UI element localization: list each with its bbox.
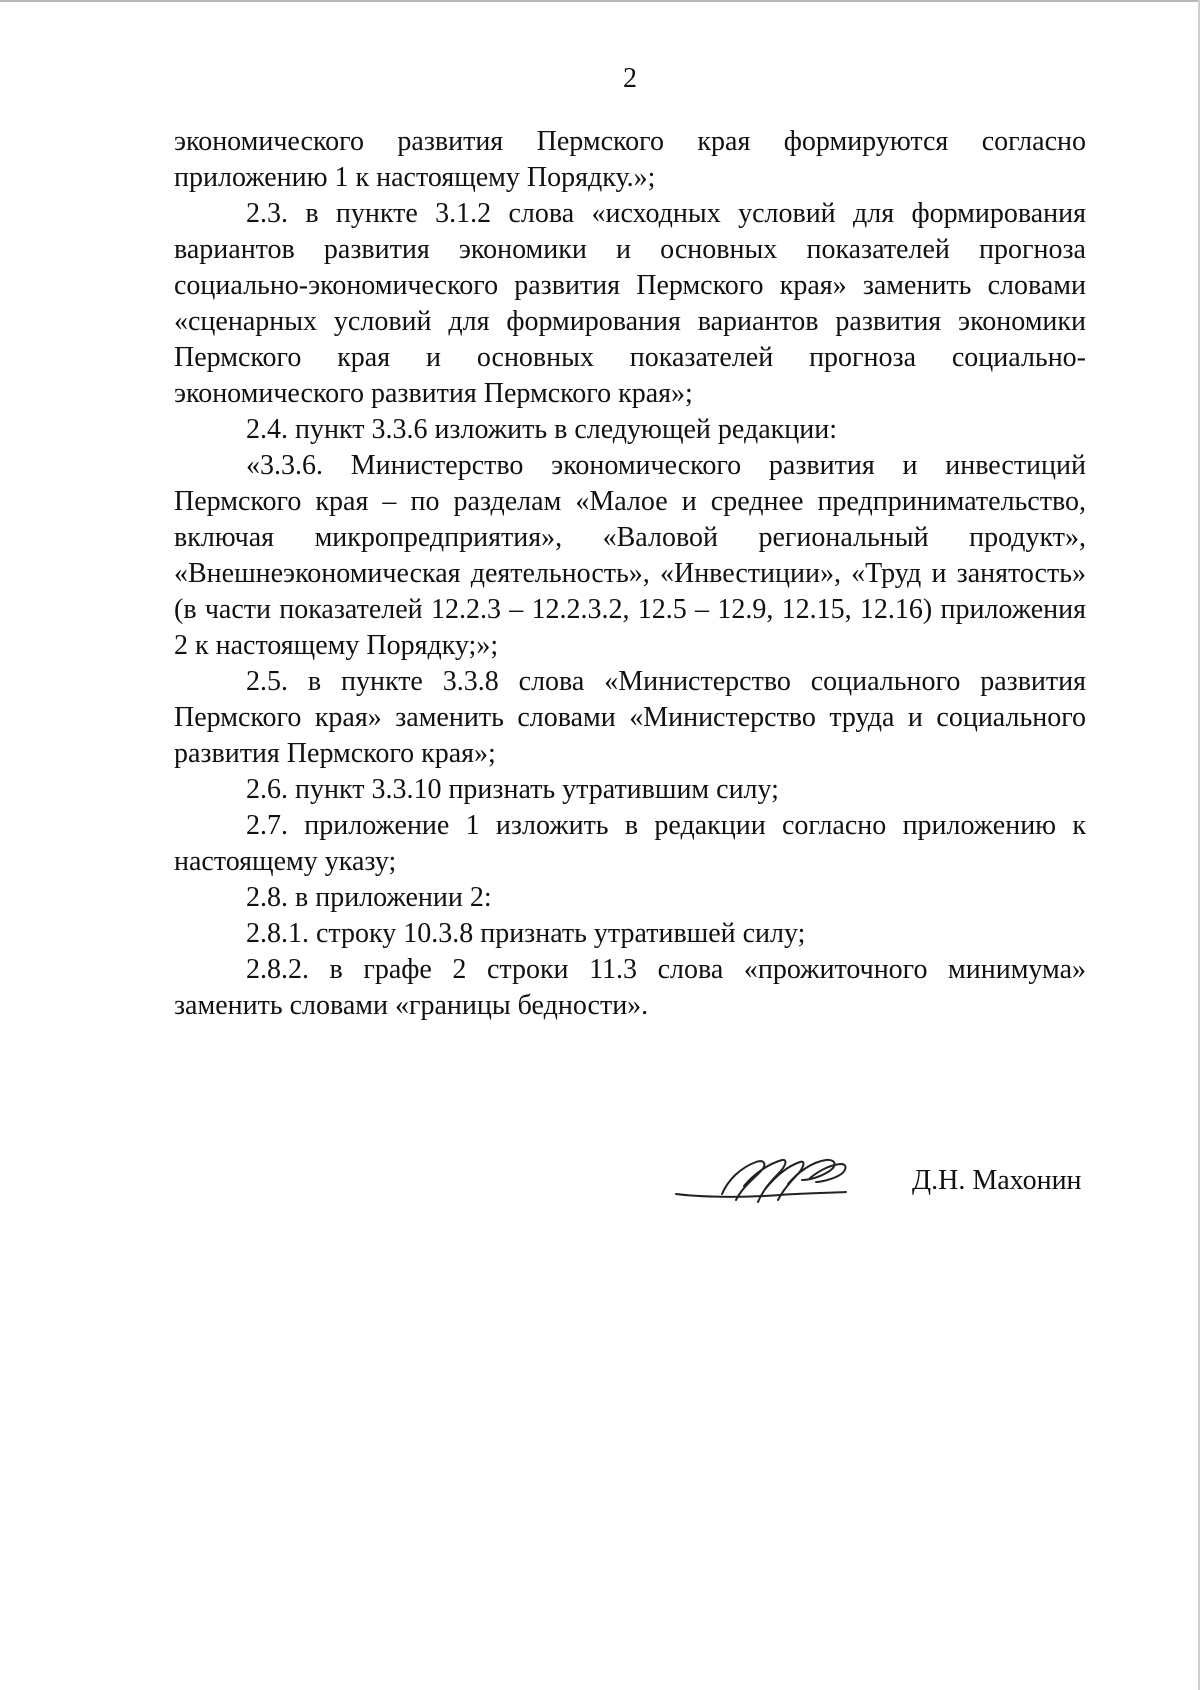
paragraph-2-5: 2.5. в пункте 3.3.8 слова «Министерство социального развития Пермского края» заменить словами «Министерство труда и социального развития Пермского края»;: [174, 666, 1086, 769]
document-body: [174, 124, 1086, 1024]
signer-name: Д.Н. Махонин: [912, 1165, 1082, 1196]
signature-image: [670, 1150, 870, 1210]
handwritten-signature-icon: [670, 1150, 870, 1210]
paragraph-2-8-1: 2.8.1. строку 10.3.8 признать утратившей силу;: [246, 918, 806, 949]
paragraph-2-8: 2.8. в приложении 2:: [246, 882, 492, 913]
paragraph-2-3: 2.3. в пункте 3.1.2 слова «исходных условий для формирования вариантов развития экономики и основных показателей прогноза социально-экономического развития Пермского края» заменить словами «сценарных условий для формирования вариантов развития экономики Пермского края и основных показателей прогноза социально-экономического развития Пермского края»;: [174, 198, 1086, 409]
paragraph-continuation: экономического развития Пермского края формируются согласно приложению 1 к настоящему Порядку.»;: [174, 126, 1086, 193]
paragraph-3-3-6: «3.3.6. Министерство экономического развития и инвестиций Пермского края – по разделам «Малое и среднее предпринимательство, включая микропредприятия», «Валовой региональный продукт», «Внешнеэкономическая деятельность», «Инвестиции», «Труд и занятость» (в части показателей 12.2.3 – 12.2.3.2, 12.5 – 12.9, 12.15, 12.16) приложения 2 к настоящему Порядку;»;: [174, 450, 1086, 661]
page-number: 2: [623, 63, 637, 94]
paragraph-2-6: 2.6. пункт 3.3.10 признать утратившим силу;: [246, 774, 779, 805]
paragraph-2-8-2: 2.8.2. в графе 2 строки 11.3 слова «прожиточного минимума» заменить словами «границы бедности».: [174, 954, 1086, 1021]
scan-top-edge: [0, 0, 1200, 2]
paragraph-2-7: 2.7. приложение 1 изложить в редакции согласно приложению к настоящему указу;: [174, 810, 1086, 877]
paragraph-2-4: 2.4. пункт 3.3.6 изложить в следующей редакции:: [246, 414, 837, 445]
